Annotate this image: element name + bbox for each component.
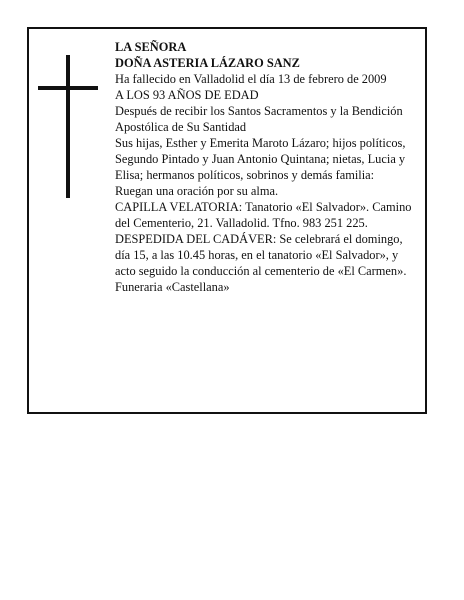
prayer-request: Ruegan una oración por su alma. <box>115 184 279 198</box>
notice-title: LA SEÑORA <box>115 40 187 54</box>
chapel-info: CAPILLA VELATORIA: Tanatorio «El Salvador». Camino del Cementerio, 21. Valladolid. Tfno. 983 251 225. <box>115 200 412 230</box>
deceased-name: DOÑA ASTERIA LÁZARO SANZ <box>115 56 300 70</box>
obituary-text <box>115 39 420 295</box>
latin-cross-icon <box>38 55 98 198</box>
sacraments-paragraph: Después de recibir los Santos Sacramentos y la Bendición Apostólica de Su Santidad <box>115 104 403 134</box>
death-announcement: Ha fallecido en Valladolid el día 13 de febrero de 2009 <box>115 72 387 86</box>
family-paragraph: Sus hijas, Esther y Emerita Maroto Lázaro; hijos políticos, Segundo Pintado y Juan Antonio Quintana; nietas, Lucia y Elisa; hermanos políticos, sobrinos y demás familia: <box>115 136 406 182</box>
cross-horizontal-bar <box>38 86 98 90</box>
funeral-home: Funeraria «Castellana» <box>115 280 230 294</box>
cross-vertical-bar <box>66 55 70 198</box>
age-line: A LOS 93 AÑOS DE EDAD <box>115 88 259 102</box>
farewell-info: DESPEDIDA DEL CADÁVER: Se celebrará el domingo, día 15, a las 10.45 horas, en el tanatorio «El Salvador», y acto seguido la conducción al cementerio de «El Carmen». <box>115 232 407 278</box>
